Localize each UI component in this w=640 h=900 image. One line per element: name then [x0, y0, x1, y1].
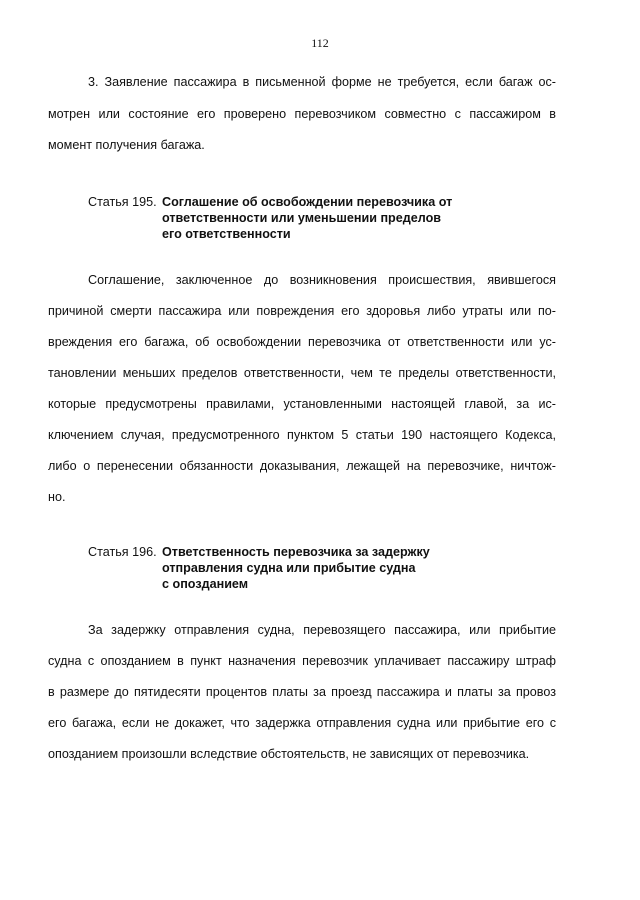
article196-body-line-1: За задержку отправления судна, перевозящего пассажира, или прибытие [88, 623, 556, 637]
article195-prefix: Статья 195. [88, 195, 157, 209]
article195-body-line-6: ключением случая, предусмотренного пунктом 5 статьи 190 настоящего Кодекса, [48, 428, 556, 442]
article196-body-line-5: опозданием произошли вследствие обстоятельств, не зависящих от перевозчика. [48, 747, 530, 761]
page-number: 112 [311, 36, 329, 50]
article195-body-line-5: которые предусмотрены правилами, установленными настоящей главой, за ис- [48, 397, 556, 411]
article196-body-line-2: судна с опозданием в пункт назначения перевозчик уплачивает пассажиру штраф [48, 654, 556, 668]
article195-body-line-8: но. [48, 490, 66, 504]
article196-title-line-1: Ответственность перевозчика за задержку [162, 545, 430, 559]
article195-body-line-3: вреждения его багажа, об освобождении перевозчика от ответственности или ус- [48, 335, 556, 349]
article196-title-line-3: с опозданием [162, 577, 249, 591]
article196-prefix: Статья 196. [88, 545, 157, 559]
article196-body-line-3: в размере до пятидесяти процентов платы за проезд пассажира и платы за провоз [48, 685, 556, 699]
article195-body-line-2: причиной смерти пассажира или повреждения его здоровья либо утраты или по- [48, 304, 556, 318]
article195-title-line-3: его ответственности [162, 227, 291, 241]
article195-body-line-7: либо о перенесении обязанности доказывания, лежащей на перевозчике, ничтож- [48, 459, 556, 473]
para1-line-1: 3. Заявление пассажира в письменной форме не требуется, если багаж ос- [88, 75, 556, 89]
article195-title-line-1: Соглашение об освобождении перевозчика от [162, 195, 453, 209]
article196-body-line-4: его багажа, если не докажет, что задержка отправления судна или прибытие его с [48, 716, 556, 730]
article195-body-line-4: тановлении меньших пределов ответственности, чем те пределы ответственности, [48, 366, 556, 380]
para1-line-2: мотрен или состояние его проверено перевозчиком совместно с пассажиром в [48, 107, 556, 121]
article196-title-line-2: отправления судна или прибытие судна [162, 561, 416, 575]
article195-body-line-1: Соглашение, заключенное до возникновения происшествия, явившегося [88, 273, 556, 287]
article195-title-line-2: ответственности или уменьшении пределов [162, 211, 442, 225]
para1-line-3: момент получения багажа. [48, 138, 205, 152]
